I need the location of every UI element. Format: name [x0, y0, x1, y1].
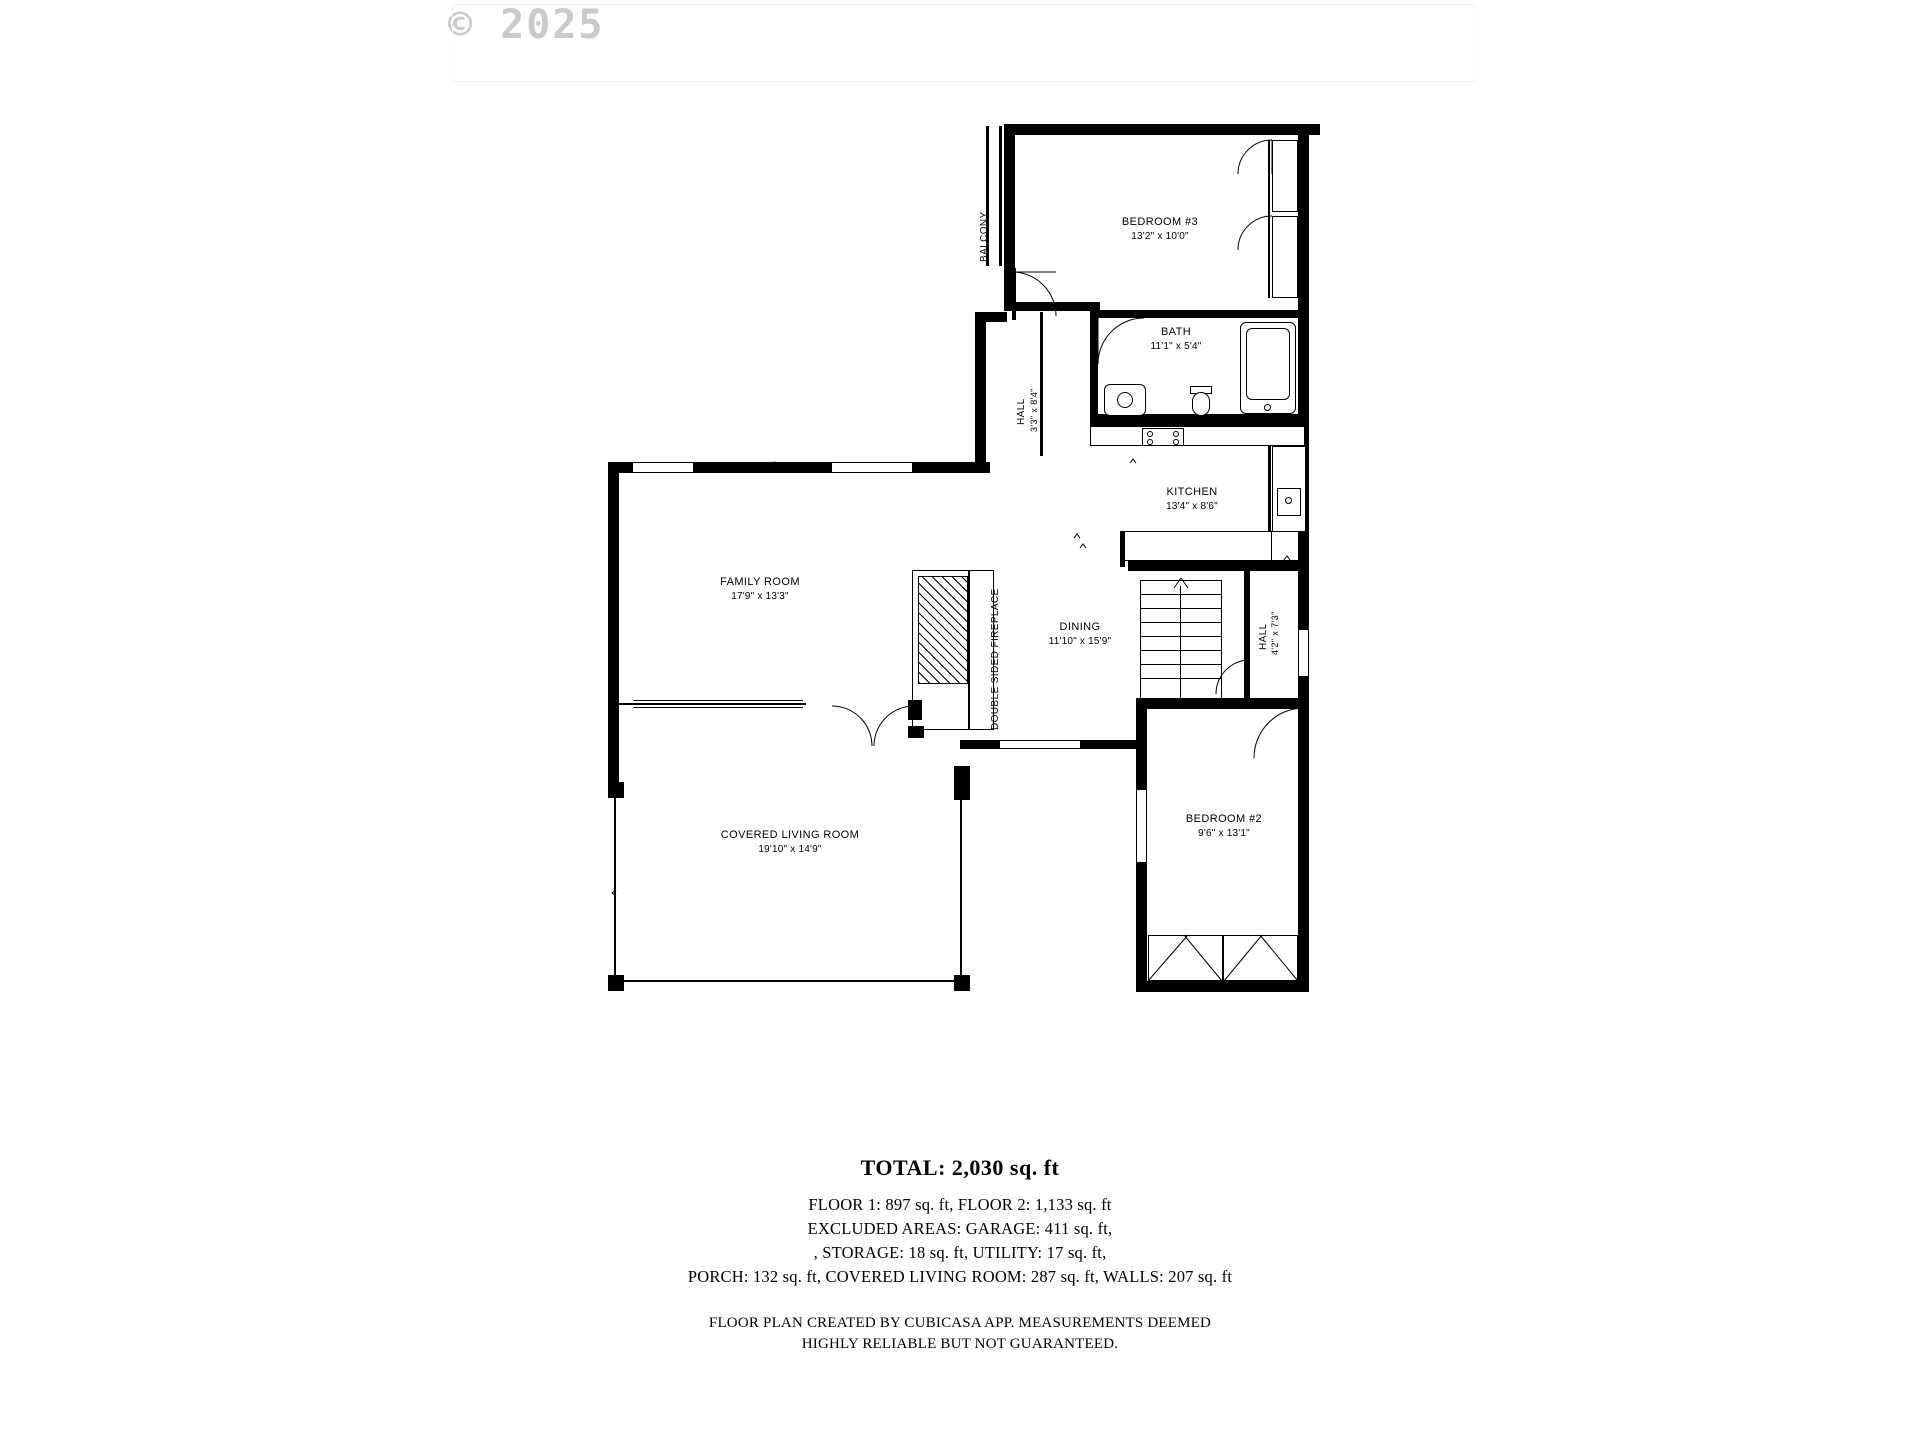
- footer-line-4: PORCH: 132 sq. ft, COVERED LIVING ROOM: 287 sq. ft, WALLS: 207 sq. ft: [687, 1266, 1233, 1286]
- room-dims-hall2: 4'2" x 7'3": [1270, 611, 1280, 655]
- footer-line-2: EXCLUDED AREAS: GARAGE: 411 sq. ft,: [807, 1218, 1113, 1238]
- room-label-bedroom3: BEDROOM #3 13'2" x 10'0": [1121, 216, 1199, 242]
- room-label-bath: BATH 11'1" x 5'4": [1150, 326, 1202, 352]
- disclaimer-line-2: HIGHLY RELIABLE BUT NOT GUARANTEED.: [801, 1336, 1119, 1353]
- footer-line-3: , STORAGE: 18 sq. ft, UTILITY: 17 sq. ft,: [813, 1242, 1107, 1262]
- room-dims-hall1: 3'3" x 8'4": [1029, 388, 1039, 432]
- room-label-kitchen: KITCHEN 13'4" x 8'6": [1166, 486, 1218, 512]
- room-label-hall1: HALL: [1016, 398, 1027, 425]
- room-label-covered-living: COVERED LIVING ROOM 19'10" x 14'9": [720, 829, 860, 855]
- room-label-balcony: BALCONY: [979, 211, 990, 262]
- total-sqft: TOTAL: 2,030 sq. ft: [860, 1155, 1060, 1180]
- footer-summary: [0, 1155, 1920, 1356]
- copyright-watermark: © 2025: [448, 2, 605, 48]
- room-label-family: FAMILY ROOM 17'9" x 13'3": [720, 576, 800, 602]
- room-label-dining: DINING 11'10" x 15'9": [1048, 621, 1112, 647]
- footer-line-1: FLOOR 1: 897 sq. ft, FLOOR 2: 1,133 sq. ft: [808, 1195, 1112, 1214]
- room-label-hall2: HALL: [1258, 623, 1269, 650]
- room-label-bedroom2: BEDROOM #2 9'6" x 13'1": [1185, 813, 1263, 839]
- disclaimer-line-1: FLOOR PLAN CREATED BY CUBICASA APP. MEASUREMENTS DEEMED: [708, 1314, 1212, 1331]
- room-label-fireplace: DOUBLE SIDED FIREPLACE: [990, 588, 1001, 730]
